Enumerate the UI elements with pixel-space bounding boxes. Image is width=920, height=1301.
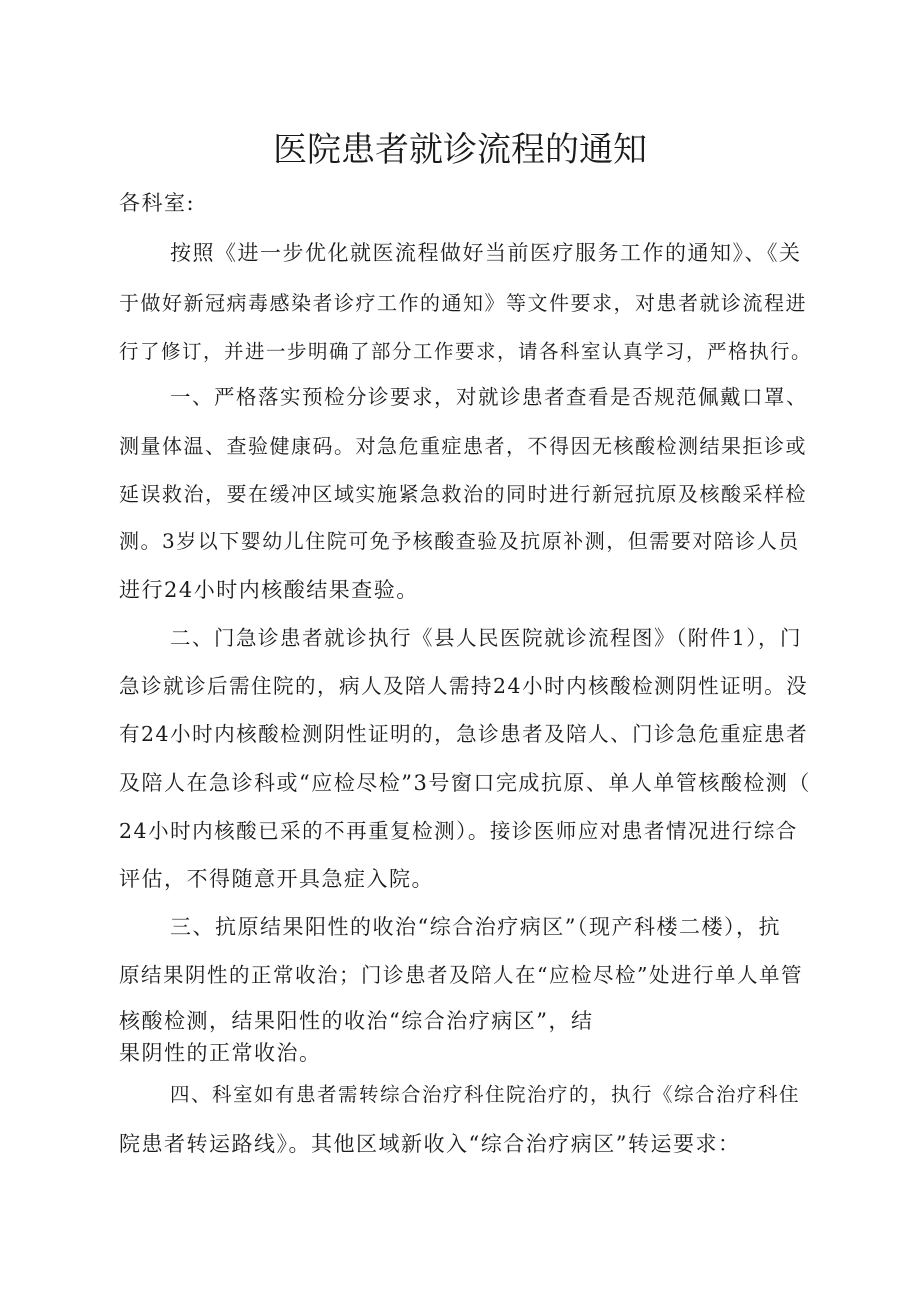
paragraph-line: 四、科室如有患者需转综合治疗科住院治疗的，执行《综合治疗科住 — [170, 1083, 801, 1106]
paragraph-line: 院患者转运路线》。其他区域新收入“综合治疗病区”转运要求： — [119, 1132, 741, 1156]
paragraph-line: 原结果阴性的正常收治；门诊患者及陪人在“应检尽检”处进行单人单管 — [119, 963, 803, 987]
paragraph-line: 急诊就诊后需住院的，病人及陪人需持24小时内核酸检测阴性证明。没 — [119, 674, 809, 698]
paragraph-line: 评估，不得随意开具急症入院。 — [119, 867, 434, 891]
salutation: 各科室: — [119, 191, 196, 215]
paragraph-line: 测。3岁以下婴幼儿住院可免予核酸查验及抗原补测，但需要对陪诊人员 — [119, 529, 800, 553]
paragraph-line: 24小时内核酸已采的不再重复检测）。接诊医师应对患者情况进行综合 — [119, 819, 798, 843]
paragraph-line: 行了修订，并进一步明确了部分工作要求，请各科室认真学习，严格执行。 — [119, 340, 813, 363]
paragraph-line: 核酸检测，结果阳性的收治“综合治疗病区”，结 — [119, 1009, 594, 1033]
document-title: 医院患者就诊流程的通知 — [273, 130, 647, 170]
paragraph-line: 二、门急诊患者就诊执行《县人民医院就诊流程图》（附件1），门 — [170, 626, 803, 650]
paragraph-line: 测量体温、查验健康码。对急危重症患者，不得因无核酸检测结果拒诊或 — [119, 434, 807, 458]
paragraph-line: 于做好新冠病毒感染者诊疗工作的通知》等文件要求，对患者就诊流程进 — [119, 291, 807, 315]
paragraph-line: 及陪人在急诊科或“应检尽检”3号窗口完成抗原、单人单管核酸检测（ — [119, 771, 811, 795]
paragraph-line: 延误救治，要在缓冲区域实施紧急救治的同时进行新冠抗原及核酸采样检 — [119, 482, 807, 506]
paragraph-line: 按照《进一步优化就医流程做好当前医疗服务工作的通知》、《关 — [170, 241, 802, 265]
paragraph-line: 一、严格落实预检分诊要求，对就诊患者查看是否规范佩戴口罩、 — [170, 385, 808, 409]
paragraph-line: 三、抗原结果阳性的收治“综合治疗病区”（现产科楼二楼），抗 — [170, 915, 781, 939]
paragraph-line: 进行24小时内核酸结果查验。 — [119, 578, 419, 602]
paragraph-line: 果阴性的正常收治。 — [119, 1041, 322, 1065]
paragraph-line: 有24小时内核酸检测阴性证明的，急诊患者及陪人、门诊急危重症患者 — [119, 722, 809, 746]
